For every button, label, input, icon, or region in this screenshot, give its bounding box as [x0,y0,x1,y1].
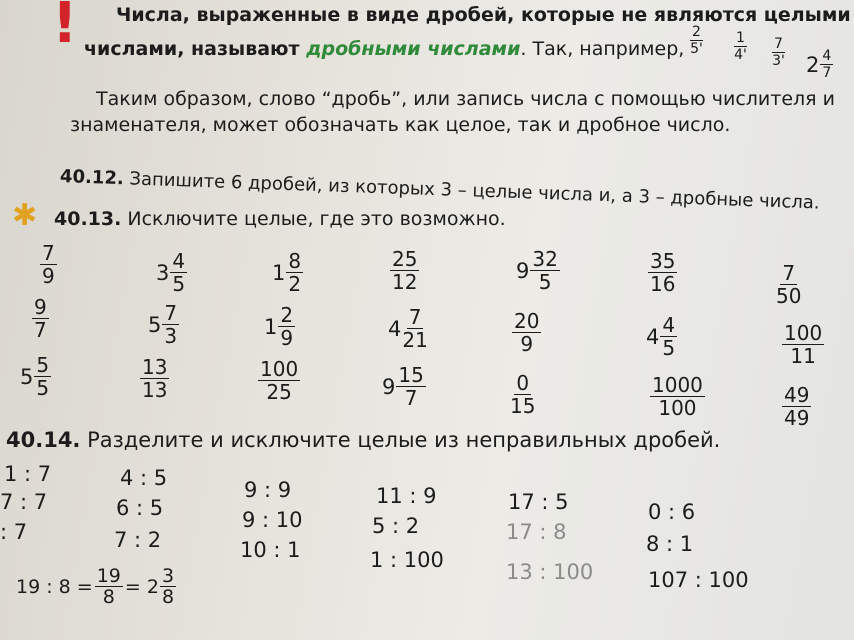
division-expression: 7 : 7 [0,490,48,514]
mixed-fraction: 9 15 7 [382,363,424,410]
exercise-number: 40.14. [6,428,81,452]
fraction: 9 7 [34,295,47,342]
division-expression: 107 : 100 [648,568,749,592]
mixed-fraction: 1 2 9 [264,303,294,350]
division-expression: 1 : 7 [4,462,52,486]
mixed-fraction: 4 4 5 [646,313,676,360]
division-expression: 11 : 9 [376,484,437,508]
example-fraction: 1 4' [734,30,747,63]
fraction: 100 25 [260,357,299,404]
exercise-number: 40.13. [54,208,122,230]
exclamation-mark-icon: ! [52,0,78,56]
division-expression: 10 : 1 [240,538,301,562]
division-expression: 17 : 5 [508,490,569,514]
exercise-40-14 [6,428,720,452]
exercise-40-12 [60,166,820,214]
example-fraction: $\frac{19}{8}$ [96,565,121,608]
fraction: 35 16 [650,249,676,296]
division-expression: 8 : 1 [646,532,694,556]
intro-line-2-end: . Так, например, [520,38,685,60]
mixed-fraction: 5 5 5 [20,353,50,400]
defined-term: дробными числами [306,38,521,60]
worked-example [16,566,176,607]
exercise-text: Исключите целые, где это возможно. [127,208,506,230]
division-expression: 17 : 8 [506,520,567,544]
mixed-fraction: 5 7 3 [148,301,178,348]
exercise-number: 40.12. [59,166,125,190]
example-equals: = 2 [124,575,159,598]
division-expression: 0 : 6 [648,500,696,524]
division-expression: 6 : 5 [116,496,164,520]
intro-line-4: знаменателя, может обозначать как целое, так и дробное число. [70,114,731,136]
fraction: 7 9 [42,241,55,288]
intro-line-1: Числа, выраженные в виде дробей, которые не являются целыми [116,4,851,26]
fraction: 49 49 [784,383,810,430]
example-lhs: 19 : 8 = [16,575,93,598]
example-mixed-fraction: 2 4 7 [806,48,832,81]
exercise-text: Запишите 6 дробей, из которых 3 – целые числа и, а 3 – дробные числа. [129,168,820,214]
fraction: 20 9 [514,309,540,356]
intro-line-3: Таким образом, слово “дробь”, или запись числа с помощью числителя и [96,88,835,110]
star-icon: ✱ [12,198,38,233]
example-fraction: 7 3' [772,36,785,69]
example-fraction: 3 8 [161,565,175,608]
division-expression: 7 : 2 [114,528,162,552]
fraction: 13 13 [142,355,168,402]
fraction: 7 50 [776,261,802,308]
fraction: 1000 100 [652,373,703,420]
mixed-fraction: 1 8 2 [272,249,302,296]
division-expression: 9 : 10 [242,508,303,532]
exercise-40-13 [54,208,506,230]
division-expression: 4 : 5 [120,466,168,490]
exercise-text: Разделите и исключите целые из неправильных дробей. [87,428,721,452]
mixed-fraction: 3 4 5 [156,249,186,296]
division-expression: 9 : 9 [244,478,292,502]
fraction: 0 15 [510,371,536,418]
intro-line-2 [84,38,684,60]
division-expression: 5 : 2 [372,514,420,538]
division-expression: 1 : 100 [370,548,444,572]
example-fraction: 2 5' [690,24,703,57]
intro-line-2-start: числами, называют [84,38,307,60]
division-expression: : 7 [0,520,28,544]
mixed-fraction: 4 7 21 [388,305,428,352]
mixed-fraction: 9 32 5 [516,247,558,294]
fraction: 100 11 [784,321,823,368]
division-expression: 13 : 100 [506,560,594,584]
fraction: 25 12 [392,247,418,294]
